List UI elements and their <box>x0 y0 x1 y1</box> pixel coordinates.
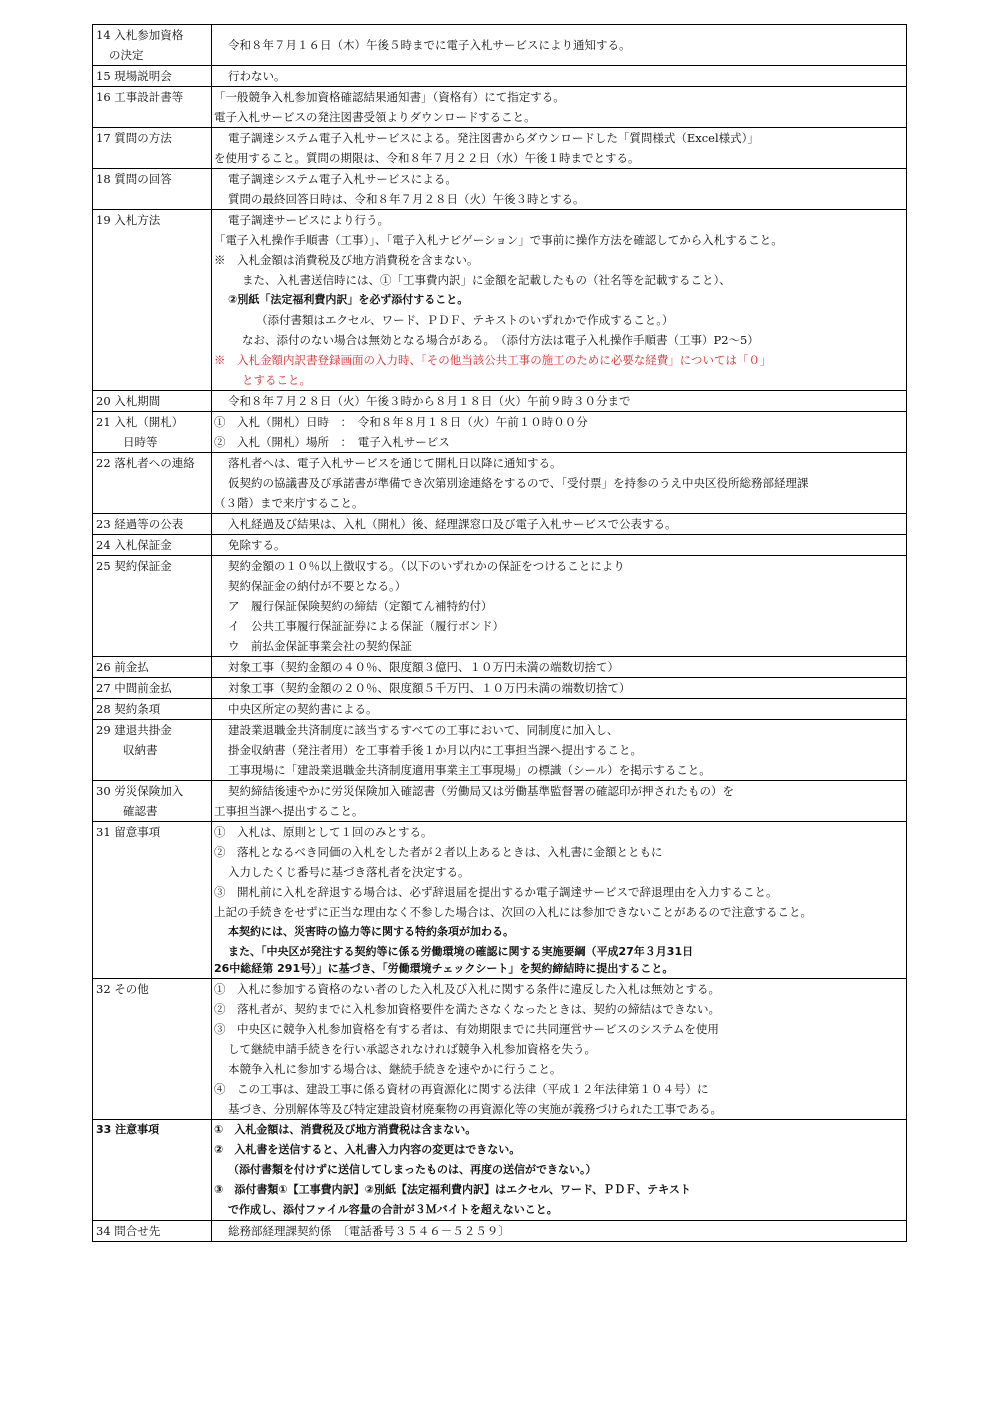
content-line: 令和８年７月１６日（木）午後５時までに電子入札サービスにより通知する。 <box>228 38 631 52</box>
content-line: 電子入札サービスの発注図書受領よりダウンロードすること。 <box>214 110 536 124</box>
table-row <box>93 822 907 979</box>
content-line: 中央区所定の契約書による。 <box>228 702 378 716</box>
label-line: 30 労災保険加入 <box>96 784 184 798</box>
label-line: 31 留意事項 <box>96 825 161 839</box>
content-line: なお、添付のない場合は無効となる場合がある。 （添付方法は電子入札操作手順書（工事）P2～5） <box>242 333 759 347</box>
content-line: 本契約には、災害時の協力等に関する特約条項が加わる。 <box>228 925 514 938</box>
label-line: 25 契約保証金 <box>96 559 172 573</box>
row-content <box>212 87 907 128</box>
content-line: を使用すること。質問の期限は、令和８年７月２２日（水）午後１時までとする。 <box>214 151 640 165</box>
row-content <box>212 781 907 822</box>
row-label <box>93 699 212 720</box>
content-line: ① 入札（開札）日時 ： 令和８年８月１８日（火）午前１０時００分 <box>214 415 588 429</box>
content-line: とすること。 <box>242 373 311 387</box>
row-content <box>212 822 907 979</box>
content-line: 対象工事（契約金額の２０％、限度額５千万円、１０万円未満の端数切捨て） <box>228 681 631 695</box>
row-content <box>212 556 907 657</box>
table-row <box>93 699 907 720</box>
row-label <box>93 412 212 453</box>
content-line: ③ 添付書類①【工事費内訳】②別紙【法定福利費内訳】はエクセル、ワード、ＰＤＦ、テキスト <box>214 1183 691 1196</box>
row-label <box>93 169 212 210</box>
row-label <box>93 391 212 412</box>
row-label <box>93 1120 212 1221</box>
content-line: 本競争入札に参加する場合は、継続手続きを速やかに行うこと。 <box>228 1062 562 1076</box>
content-line: 行わない。 <box>228 69 286 83</box>
row-label <box>93 657 212 678</box>
row-label <box>93 781 212 822</box>
content-line: ※ 入札金額内訳書登録画面の入力時、「その他当該公共工事の施工のために必要な経費」については「０」 <box>214 353 772 367</box>
content-line: 「電子入札操作手順書（工事）」、「電子入札ナビゲーション」で事前に操作方法を確認してから入札すること。 <box>214 233 783 247</box>
row-content <box>212 514 907 535</box>
content-line: イ 公共工事履行保証証券による保証（履行ボンド） <box>228 619 504 633</box>
label-line: 確認書 <box>123 804 158 818</box>
content-line: ① 入札金額は、消費税及び地方消費税は含まない。 <box>214 1123 477 1136</box>
label-line: 26 前金払 <box>96 660 149 674</box>
content-line: 総務部経理課契約係 〔電話番号３５４６－５２５９〕 <box>228 1224 510 1238</box>
content-line: 電子調達サービスにより行う。 <box>228 213 389 227</box>
label-line: 18 質問の回答 <box>96 172 172 186</box>
label-line: 28 契約条項 <box>96 702 161 716</box>
table-row <box>93 979 907 1120</box>
table-row <box>93 556 907 657</box>
row-label <box>93 1221 212 1242</box>
row-label <box>93 453 212 514</box>
content-line: 契約保証金の納付が不要となる。） <box>228 579 407 593</box>
content-line: ②別紙「法定福利費内訳」を必ず添付すること。 <box>228 293 469 306</box>
table-row <box>93 1221 907 1242</box>
row-content <box>212 210 907 391</box>
content-line: ② 入札書を送信すると、入札書入力内容の変更はできない。 <box>214 1143 521 1156</box>
label-line: 32 その他 <box>96 982 149 996</box>
label-line: 27 中間前金払 <box>96 681 172 695</box>
label-line: 19 入札方法 <box>96 213 161 227</box>
row-content <box>212 1221 907 1242</box>
content-line: 入札経過及び結果は、入札（開札）後、経理課窓口及び電子入札サービスで公表する。 <box>228 517 677 531</box>
table-row <box>93 128 907 169</box>
row-content <box>212 453 907 514</box>
row-label <box>93 535 212 556</box>
row-label <box>93 25 212 66</box>
content-line: 電子調達システム電子入札サービスによる。 <box>228 172 457 186</box>
row-content <box>212 657 907 678</box>
content-line: 建設業退職金共済制度に該当するすべての工事において、同制度に加入し、 <box>228 723 619 737</box>
table-row <box>93 535 907 556</box>
content-line: （３階）まで来庁すること。 <box>214 496 364 510</box>
label-line: 16 工事設計書等 <box>96 90 184 104</box>
table-row <box>93 169 907 210</box>
label-line: 15 現場説明会 <box>96 69 172 83</box>
label-line: の決定 <box>109 48 144 62</box>
content-line: ※ 入札金額は消費税及び地方消費税を含まない。 <box>214 253 479 267</box>
content-line: 対象工事（契約金額の４０％、限度額３億円、１０万円未満の端数切捨て） <box>228 660 619 674</box>
content-line: 入力したくじ番号に基づき落札者を決定する。 <box>228 865 470 879</box>
label-line: 14 入札参加資格 <box>96 28 184 42</box>
row-label <box>93 822 212 979</box>
content-line: 契約金額の１０％以上徴収する。（以下のいずれかの保証をつけることにより <box>228 559 625 573</box>
content-line: （添付書類を付けずに送信してしまったものは、再度の送信ができない。） <box>228 1163 597 1176</box>
content-line: 電子調達システム電子入札サービスによる。発注図書からダウンロードした「質問様式（Excel様式）」 <box>228 131 759 145</box>
row-label <box>93 87 212 128</box>
label-line: 33 注意事項 <box>96 1123 160 1136</box>
bid-notice-table <box>92 24 907 1242</box>
content-line: また、「中央区が発注する契約等に係る労働環境の確認に関する実施要綱（平成27年３月31日 <box>228 945 694 958</box>
label-line: 29 建退共掛金 <box>96 723 172 737</box>
row-label <box>93 128 212 169</box>
content-line: 免除する。 <box>228 538 286 552</box>
table-row <box>93 412 907 453</box>
content-line: 仮契約の協議書及び承諾書が準備でき次第別途連絡をするので、「受付票」を持参のうえ中央区役所総務部経理課 <box>228 476 809 490</box>
row-label <box>93 556 212 657</box>
label-line: 21 入札（開札） <box>96 415 184 429</box>
table-row <box>93 87 907 128</box>
table-row <box>93 66 907 87</box>
row-label <box>93 514 212 535</box>
row-content <box>212 678 907 699</box>
table-row <box>93 781 907 822</box>
content-line: 契約締結後速やかに労災保険加入確認書（労働局又は労働基準監督署の確認印が押されたもの）を <box>228 784 734 798</box>
content-line: ④ この工事は、建設工事に係る資材の再資源化に関する法律（平成１２年法律第１０４号）に <box>214 1082 709 1096</box>
content-line: また、入札書送信時には、①「工事費内訳」に金額を記載したもの（社名等を記載すること）、 <box>242 273 731 287</box>
content-line: して継続申請手続きを行い承認されなければ競争入札参加資格を失う。 <box>228 1042 596 1056</box>
content-line: 質問の最終回答日時は、令和８年７月２８日（火）午後３時とする。 <box>228 192 585 206</box>
label-line: 22 落札者への連絡 <box>96 456 195 470</box>
content-line: 令和８年７月２８日（火）午後３時から８月１８日（火）午前９時３０分まで <box>228 394 631 408</box>
table-row <box>93 391 907 412</box>
content-line: 工事現場に「建設業退職金共済制度適用事業主工事現場」の標識（シール）を掲示すること。 <box>228 763 711 777</box>
table-row <box>93 1120 907 1221</box>
table-row <box>93 514 907 535</box>
table-row <box>93 720 907 781</box>
content-line: 基づき、分別解体等及び特定建設資材廃棄物の再資源化等の実施が義務づけられた工事である。 <box>228 1102 723 1116</box>
row-content <box>212 1120 907 1221</box>
content-line: 掛金収納書（発注者用）を工事着手後１か月以内に工事担当課へ提出すること。 <box>228 743 642 757</box>
row-content <box>212 699 907 720</box>
label-line: 23 経過等の公表 <box>96 517 184 531</box>
row-label <box>93 210 212 391</box>
content-line: ② 落札となるべき同価の入札をした者が２者以上あるときは、入札書に金額とともに <box>214 845 663 859</box>
row-content <box>212 391 907 412</box>
content-line: 落札者へは、電子入札サービスを通じて開札日以降に通知する。 <box>228 456 562 470</box>
row-content <box>212 979 907 1120</box>
label-line: 24 入札保証金 <box>96 538 172 552</box>
label-line: 34 問合せ先 <box>96 1224 161 1238</box>
row-label <box>93 720 212 781</box>
content-line: ウ 前払金保証事業会社の契約保証 <box>228 639 412 653</box>
content-line: 「一般競争入札参加資格確認結果通知書」（資格有）にて指定する。 <box>214 90 565 104</box>
table-row <box>93 678 907 699</box>
content-line: ② 入札（開札）場所 ： 電子入札サービス <box>214 435 450 449</box>
label-line: 日時等 <box>123 435 158 449</box>
table-row <box>93 210 907 391</box>
row-content <box>212 25 907 66</box>
row-content <box>212 128 907 169</box>
table-row <box>93 25 907 66</box>
content-line: ア 履行保証保険契約の締結（定額てん補特約付） <box>228 599 493 613</box>
label-line: 収納書 <box>123 743 158 757</box>
content-line: （添付書類はエクセル、ワード、ＰＤＦ、テキストのいずれかで作成すること。） <box>256 313 674 327</box>
row-content <box>212 535 907 556</box>
row-label <box>93 66 212 87</box>
content-line: 工事担当課へ提出すること。 <box>214 804 364 818</box>
content-line: 上記の手続きをせずに正当な理由なく不参した場合は、次回の入札には参加できないことがあるので注意すること。 <box>214 905 812 919</box>
row-content <box>212 720 907 781</box>
table-row <box>93 453 907 514</box>
content-line: 26中総経第 291号）」に基づき、「労働環境チェックシート」を契約締結時に提出すること。 <box>214 962 674 975</box>
row-content <box>212 169 907 210</box>
content-line: ② 落札者が、契約までに入札参加資格要件を満たさなくなったときは、契約の締結はできない。 <box>214 1002 720 1016</box>
row-label <box>93 979 212 1120</box>
content-line: ① 入札に参加する資格のない者のした入札及び入札に関する条件に違反した入札は無効とする。 <box>214 982 720 996</box>
label-line: 17 質問の方法 <box>96 131 172 145</box>
content-line: ① 入札は、原則として１回のみとする。 <box>214 825 433 839</box>
row-label <box>93 678 212 699</box>
table-row <box>93 657 907 678</box>
content-line: で作成し、添付ファイル容量の合計が３Ｍバイトを超えないこと。 <box>228 1203 558 1216</box>
content-line: ③ 中央区に競争入札参加資格を有する者は、有効期限までに共同運営サービスのシステムを使用 <box>214 1022 719 1036</box>
row-content <box>212 412 907 453</box>
content-line: ③ 開札前に入札を辞退する場合は、必ず辞退届を提出するか電子調達サービスで辞退理由を入力すること。 <box>214 885 778 899</box>
row-content <box>212 66 907 87</box>
label-line: 20 入札期間 <box>96 394 161 408</box>
